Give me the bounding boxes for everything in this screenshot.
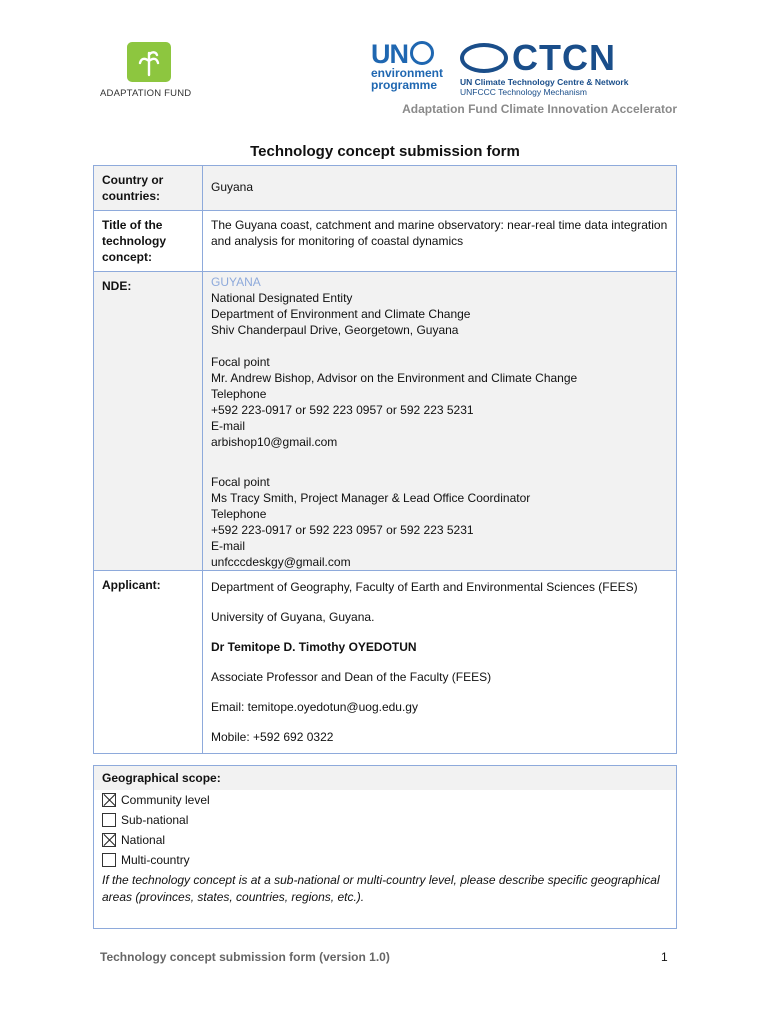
title-label: Title of the technology concept: — [94, 211, 203, 272]
nde-line2: Department of Environment and Climate Change — [211, 307, 471, 321]
nde-heading: GUYANA — [211, 275, 261, 289]
checkbox-unchecked-icon[interactable] — [102, 813, 116, 827]
checkbox-checked-icon[interactable] — [102, 833, 116, 847]
fp1-email-label: E-mail — [211, 419, 246, 433]
fp2-name: Ms Tracy Smith, Project Manager & Lead Office Coordinator — [211, 491, 531, 505]
ctcn-name: CTCN — [512, 37, 616, 78]
scope-note: If the technology concept is at a sub-national or multi-country level, please describe specific geographical areas (provinces, states, countries, regions, etc.). — [102, 873, 660, 904]
applicant-role: Associate Professor and Dean of the Faculty (FEES) — [211, 670, 492, 684]
scope-option-label: Sub-national — [121, 813, 189, 827]
submission-table — [93, 165, 677, 754]
fp1-email: arbishop10@gmail.com — [211, 435, 338, 449]
scope-option-label: Multi-country — [121, 853, 190, 867]
footer-text: Technology concept submission form (version 1.0) — [100, 950, 390, 964]
applicant-email: Email: temitope.oyedotun@uog.edu.gy — [211, 700, 418, 714]
ctcn-logo — [460, 37, 675, 97]
applicant-dept: Department of Geography, Faculty of Earth and Environmental Sciences (FEES) — [211, 580, 638, 594]
un-emblem-icon — [460, 43, 508, 73]
form-title: Technology concept submission form — [250, 143, 520, 160]
country-value: Guyana — [203, 166, 677, 211]
unep-line1: environment — [371, 66, 444, 80]
scope-option-subnational[interactable] — [94, 810, 676, 830]
fp1-tel: +592 223-0917 or 592 223 0957 or 592 223 5231 — [211, 403, 474, 417]
scope-option-label: Community level — [121, 793, 210, 807]
checkbox-unchecked-icon[interactable] — [102, 853, 116, 867]
adaptation-fund-emblem-icon — [127, 42, 171, 82]
unep-line2: programme — [371, 78, 438, 92]
geographical-scope-box — [93, 765, 677, 929]
checkbox-checked-icon[interactable] — [102, 793, 116, 807]
scope-option-community[interactable] — [94, 790, 676, 810]
nde-line3: Shiv Chanderpaul Drive, Georgetown, Guyana — [211, 323, 459, 337]
un-globe-icon — [410, 41, 434, 65]
applicant-row — [94, 571, 677, 754]
country-label: Country or countries: — [94, 166, 203, 211]
applicant-label: Applicant: — [94, 571, 203, 754]
title-value: The Guyana coast, catchment and marine observatory: near-real time data integration and analysis for monitoring of coastal dynamics — [203, 211, 677, 272]
fp2-email-label: E-mail — [211, 539, 246, 553]
nde-row — [94, 272, 677, 571]
adaptation-fund-logo — [100, 42, 200, 99]
unep-logo — [371, 41, 453, 91]
country-row — [94, 166, 677, 211]
fp2-tel-label: Telephone — [211, 507, 267, 521]
page-number: 1 — [661, 950, 668, 964]
fp2-label: Focal point — [211, 475, 270, 489]
fp1-label: Focal point — [211, 355, 270, 369]
ctcn-line2: UNFCCC Technology Mechanism — [460, 87, 587, 97]
scope-option-label: National — [121, 833, 166, 847]
applicant-mobile: Mobile: +592 692 0322 — [211, 730, 334, 744]
applicant-university: University of Guyana, Guyana. — [211, 610, 375, 624]
fp1-tel-label: Telephone — [211, 387, 267, 401]
title-row — [94, 211, 677, 272]
fp2-email: unfcccdeskgy@gmail.com — [211, 555, 351, 569]
unep-un: UN — [371, 39, 408, 69]
fp1-name: Mr. Andrew Bishop, Advisor on the Environment and Climate Change — [211, 371, 578, 385]
scope-option-national[interactable] — [94, 830, 676, 850]
applicant-name: Dr Temitope D. Timothy OYEDOTUN — [211, 640, 417, 654]
adaptation-fund-label: ADAPTATION FUND — [100, 88, 192, 99]
nde-label: NDE: — [94, 272, 203, 571]
fp2-tel: +592 223-0917 or 592 223 0957 or 592 223 5231 — [211, 523, 474, 537]
nde-line1: National Designated Entity — [211, 291, 353, 305]
scope-heading: Geographical scope: — [94, 766, 676, 790]
accelerator-heading: Adaptation Fund Climate Innovation Accelerator — [402, 102, 677, 116]
ctcn-line1: UN Climate Technology Centre & Network — [460, 77, 629, 87]
scope-option-multicountry[interactable] — [94, 850, 676, 870]
